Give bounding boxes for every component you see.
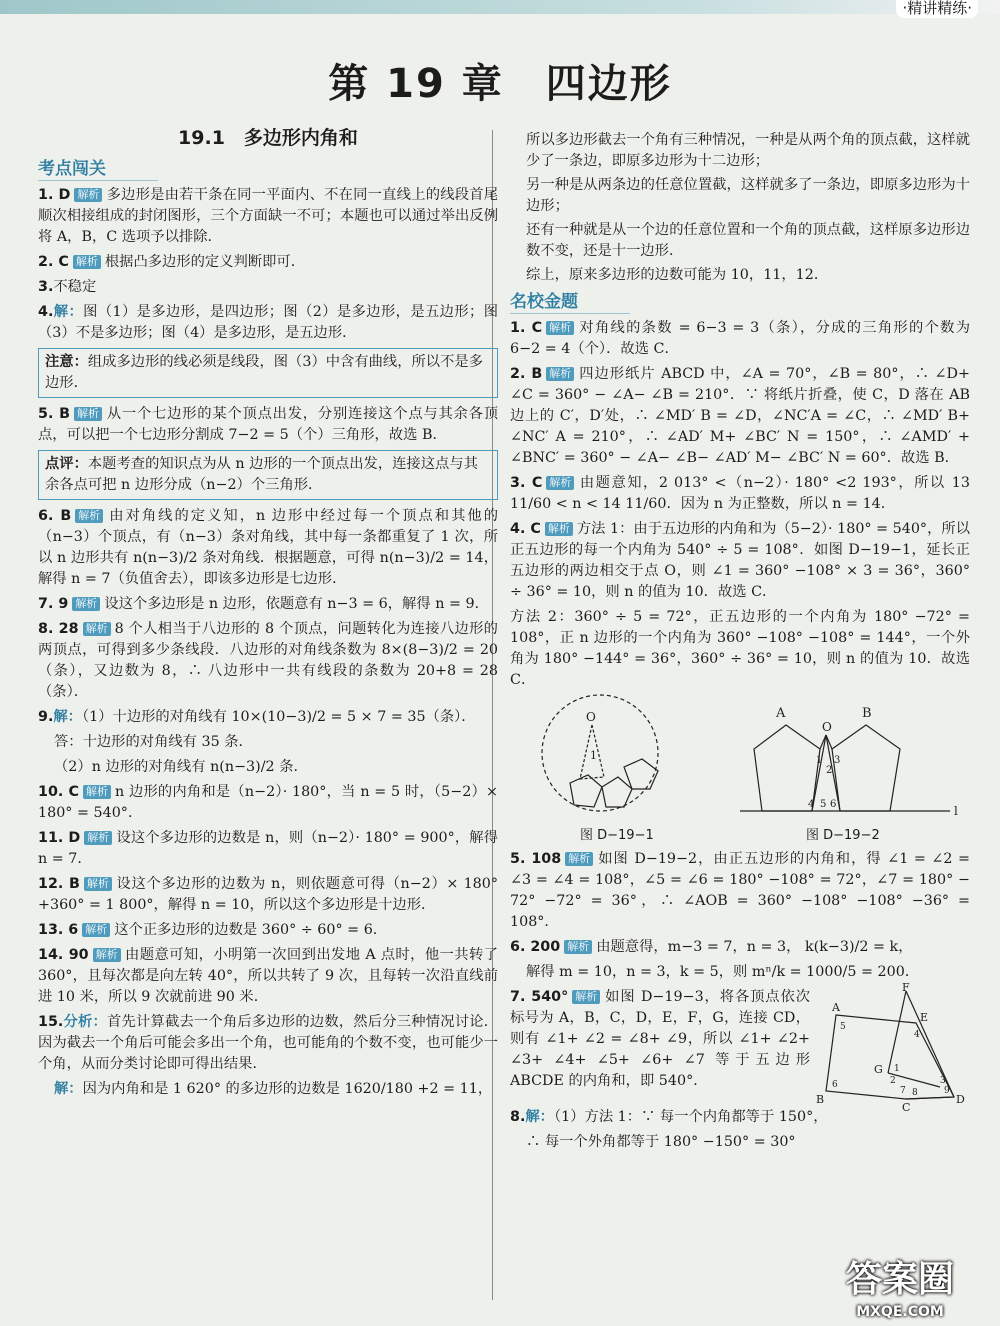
answer-r8 (510, 1107, 970, 1128)
answer-text: = 14，解得 n = 7（负值舍去），即该多边形是七边形． (38, 550, 499, 587)
answer-5 (38, 404, 498, 446)
answer-text: 如图 D−19−2，由正五边形的内角和，得 ∠1 = ∠2 = ∠3 = ∠4 = 108°，∠5 = ∠6 = 180° −108° = 72°，∠7 = 180° − 72° −72° = 36°，∴ ∠AOB = 360° −108° −108° −36° = 108°． (510, 851, 971, 930)
answer-r8-line2: ∴ 每一个外角都等于 180° −150° = 30° (526, 1134, 796, 1150)
answer-1 (38, 185, 498, 248)
answer-11 (38, 828, 498, 870)
header-tag: ·精讲精练· (896, 0, 978, 18)
label-2: 2 (826, 765, 833, 776)
pentagon-3 (624, 759, 658, 789)
label-n7: 7 (900, 1086, 906, 1096)
continuation-1: 所以多边形截去一个角有三种情况，一种是从两个角的顶点截，这样就少了一条边，即原多边形为十二边形； (526, 132, 970, 169)
answer-text: 条． (279, 759, 308, 775)
label-O: O (586, 710, 596, 724)
answer-13 (38, 920, 498, 941)
answer-r6 (510, 937, 970, 958)
answer-text: 从一个七边形的某个顶点出发，分别连接这个点与其余各顶点，可以把一个七边形分割成 7−2 = 5（个）三角形，故选 B． (38, 406, 499, 443)
label-n3: 3 (940, 1076, 946, 1086)
figure-d-19-3 (816, 981, 966, 1114)
analysis-badge: 解析 (74, 407, 102, 421)
answer-14 (38, 945, 498, 1008)
line-GD (888, 1073, 940, 1087)
answer-number: 2. C (38, 254, 69, 270)
answer-number: 9. (38, 709, 54, 725)
answer-number: 3. C (510, 475, 543, 491)
answer-r7-block (510, 981, 970, 1114)
solution-label: 解： (53, 304, 84, 320)
label-n5: 5 (840, 1022, 846, 1032)
answer-8 (38, 619, 498, 703)
note-box (38, 348, 498, 398)
analysis-badge: 解析 (82, 923, 110, 937)
fraction: 10×(10−3)/2 (231, 709, 326, 725)
continuation-4: 综上，原来多边形的边数可能为 10，11，12． (526, 267, 829, 283)
analysis-badge: 解析 (572, 990, 600, 1004)
answer-6 (38, 506, 498, 590)
answer-number: 8. 28 (38, 621, 79, 637)
watermark-url: MXQE.COM (856, 1304, 944, 1320)
analysis-badge: 解析 (545, 522, 573, 536)
answer-number: 15. (38, 1014, 64, 1030)
answer-text: 13 11/60 < n < 14 11/60．因为 n 为正整数，所以 n = 14． (510, 475, 970, 512)
note-label: 注意： (45, 354, 88, 370)
analysis-badge: 解析 (73, 255, 101, 269)
answer-number: 12. B (38, 876, 80, 892)
label-A: A (776, 706, 786, 721)
answer-r2 (510, 364, 970, 469)
answer-text: 设这个多边形的边数是 n，则（n−2）· 180° = 900°，解得 n = 7． (38, 830, 499, 867)
label-G: G (874, 1063, 883, 1076)
answer-text: （2）n 边形的对角线有 (54, 759, 206, 775)
label-4: 4 (808, 799, 815, 810)
analysis-badge: 解析 (565, 852, 593, 866)
answer-text: = 5 × 7 = 35（条）． (330, 709, 476, 725)
analysis-badge: 解析 (564, 940, 592, 954)
answer-r6-line2: 解得 m = 10，n = 3，k = 5，则 mⁿ/k = 1000/5 = 200． (526, 964, 920, 980)
label-1: 1 (816, 755, 823, 766)
figure-caption-1: 图 D−19−1 (580, 828, 654, 843)
label-6: 6 (830, 799, 837, 810)
analysis-badge: 解析 (72, 597, 100, 611)
answer-text: （1）方法 1：∵ 每一个内角都等于 150°， (553, 1109, 828, 1125)
answer-9-line3 (38, 757, 498, 778)
answer-text: 对角线的条数 = 6−3 = 3（条），分成的三角形的个数为 6−2 = 4（个）．故选 C． (510, 320, 970, 357)
fraction: 8×(8−3)/2 (381, 642, 458, 658)
fraction: k(k−3)/2 (805, 939, 869, 955)
answer-text: 8 个人相当于八边形的 8 个顶点，问题转化为连接八边形的两顶点，可得到多少条线段．八边形的对角线条数为 (38, 621, 498, 658)
analysis-badge: 解析 (83, 785, 111, 799)
answer-text: = 20（条），又边数为 8，∴ 八边形中一共有线段的条数为 20+8 = 28（条）． (38, 642, 499, 700)
pentagon-B (832, 725, 900, 811)
analysis-badge: 解析 (93, 948, 121, 962)
analysis-badge: 解析 (75, 509, 103, 523)
answer-number: 4. (38, 304, 54, 320)
answer-r1 (510, 318, 970, 360)
label-n4: 4 (914, 1030, 920, 1040)
answer-9 (38, 707, 498, 728)
watermark-logo (800, 1256, 1000, 1326)
continuation-2: 另一种是从两条边的任意位置截，这样就多了一条边，即原多边形为十边形； (526, 177, 970, 214)
figure-caption-2: 图 D−19−2 (806, 828, 880, 843)
answer-number: 7. 9 (38, 596, 69, 612)
fraction: n(n−3)/2 (379, 550, 445, 566)
answer-text: 设这个多边形是 n 边形，依题意有 n−3 = 6，解得 n = 9． (104, 596, 489, 612)
figures-row (510, 695, 970, 845)
figure-d-19-1 (542, 695, 658, 811)
answer-text: 四边形纸片 ABCD 中，∠A = 70°，∠B = 80°，∴ ∠D+ ∠C = 360° − ∠A− ∠B = 210°．∵ 将纸片折叠，使 C，D 落在 AB 边上的 C′，D′处，∴ ∠MD′ B = ∠D，∠NC′A = ∠C，∴ ∠MD′ B+ ∠NC′ A = 210°，∴ ∠AD′ M+ ∠BC′ N = 150°，∴ ∠AMD′ + ∠BNC′ = 360° − ∠A− ∠B− ∠AD′ M− ∠BC′ N = 60°．故选 B． (510, 366, 970, 466)
answer-text: 方法 1：由于五边形的内角和为（5−2）· 180° = 540°，所以正五边形的每一个内角为 540° ÷ 5 = 108°．如图 D−19−1，延长正五边形的两边相交于点 O，则 ∠1 = 360° −108° × 3 = 36°，360° ÷ 36° = 10，则 n 的值为 10．故选 C． (510, 521, 970, 600)
figure-diagrams (510, 695, 970, 823)
analysis-badge: 解析 (546, 476, 574, 490)
line-FG (888, 991, 906, 1073)
answer-r3 (510, 473, 970, 515)
label-l: l (954, 804, 958, 818)
section-title: 19.1 多边形内角和 (178, 127, 358, 149)
label-5: 5 (820, 799, 827, 810)
answer-number: 6. B (38, 508, 72, 524)
answer-number: 2. B (510, 366, 543, 382)
answer-number: 13. 6 (38, 922, 79, 938)
answer-number: 1. D (38, 187, 71, 203)
fraction: n(n−3)/2 (133, 550, 198, 566)
page-header-bar (0, 0, 1000, 17)
answer-number: 3. (38, 279, 54, 295)
answer-text: = k， (873, 939, 913, 955)
answer-number: 5. B (38, 406, 71, 422)
left-column (38, 128, 498, 1104)
answer-3 (38, 277, 498, 298)
answer-number: 7. 540° (510, 989, 569, 1005)
answer-4 (38, 302, 498, 344)
answer-text: 如图 D−19−3，将各顶点依次标号为 A，B，C，D，E，F，G，连接 CD，则有 ∠1+ ∠2 = ∠8+ ∠9，所以 ∠1+ ∠2+ ∠3+ ∠4+ ∠5+ ∠6+ ∠7 等于五边形 ABCDE 的内角和，即 540°． (510, 989, 810, 1089)
answer-number: 11. D (38, 830, 81, 846)
continuation-3: 还有一种就是从一个边的任意位置和一个角的顶点截，这样原多边形边数不变，还是十一边形． (526, 222, 970, 259)
answer-9-line2: 答：十边形的对角线有 35 条． (54, 734, 253, 750)
answer-r7 (510, 987, 810, 1103)
label-A3: A (832, 1001, 840, 1014)
section-heading-mingxiao: 名校金题 (510, 292, 630, 314)
answer-number: 5. 108 (510, 851, 562, 867)
answer-12 (38, 874, 498, 916)
solution-label: 解： (525, 1109, 554, 1125)
answer-15-solution (38, 1079, 498, 1100)
answer-r4 (510, 519, 970, 603)
label-n8: 8 (912, 1088, 918, 1098)
pentagon-2 (602, 777, 632, 807)
fraction: 1620/180 (344, 1081, 413, 1097)
analysis-badge: 解析 (84, 877, 112, 891)
watermark-text: 答案圈 (845, 1259, 954, 1300)
analysis-badge: 解析 (83, 622, 111, 636)
answer-2 (38, 252, 498, 273)
answer-text: 由题意可知，小明第一次回到出发地 A 点时，他一共转了 360°，且每次都是向左转 40°，所以共转了 9 次，且每转一次沿直线前进 10 米，所以 9 次就前进 90 米． (38, 947, 498, 1005)
label-B3: B (816, 1093, 825, 1106)
answer-text: 由题意得，m−3 = 7，n = 3， (596, 939, 801, 955)
label-n6: 6 (832, 1080, 838, 1090)
answer-text: （1）十边形的对角线有 (81, 709, 227, 725)
answer-text: 首先计算截去一个角后多边形的边数，然后分三种情况讨论．因为截去一个角后可能会多出一个角，也可能角的个数不变，也可能少一个角，从而分类讨论即可得出结果． (38, 1014, 499, 1072)
answer-text: 条对角线．根据题意，可得 (202, 550, 375, 566)
answer-number: 1. C (510, 320, 543, 336)
fraction: n(n−3)/2 (210, 759, 275, 775)
answer-number: 8. (510, 1109, 526, 1125)
figure-d-19-2 (740, 706, 958, 818)
solution-label: 解： (54, 1081, 83, 1097)
answer-text: 因为内角和是 1 620° 的多边形的边数是 (82, 1081, 340, 1097)
answer-number: 6. 200 (510, 939, 561, 955)
note-text: 组成多边形的线必须是线段，图（3）中含有曲线，所以不是多边形． (45, 354, 483, 391)
answer-r5 (510, 849, 970, 933)
answer-number: 10. C (38, 784, 79, 800)
analysis-badge: 解析 (546, 367, 574, 381)
answer-number: 14. 90 (38, 947, 89, 963)
answer-text: 由题意知，2 013° <（n−2）· 180° <2 193°，所以 (578, 475, 946, 491)
answer-text: 由对角线的定义知，n 边形中经过每一个顶点和其他的（n−3）个顶点，有（n−3）条对角线，其中每一条都重复了 1 次，所以 n 边形共有 (38, 508, 498, 566)
label-angle-1: 1 (590, 749, 597, 762)
label-3: 3 (834, 755, 841, 766)
solution-label: 解： (53, 709, 82, 725)
label-C: C (902, 1101, 911, 1114)
label-B: B (862, 706, 872, 721)
analysis-badge: 解析 (74, 188, 102, 202)
answer-7 (38, 594, 498, 615)
label-E: E (920, 1011, 929, 1024)
answer-text: 图（1）是多边形，是四边形；图（2）是多边形，是五边形；图（3）不是多边形；图（4）是多边形，是五边形． (38, 304, 499, 341)
analysis-badge: 解析 (546, 321, 574, 335)
comment-box (38, 450, 498, 500)
chapter-title: 第 19 章 四边形 (328, 61, 672, 107)
analysis-badge: 解析 (84, 831, 112, 845)
section-heading-kaodian: 考点闯关 (38, 159, 158, 181)
analysis-label: 分析： (63, 1014, 107, 1030)
answer-r4-method2: 方法 2：360° ÷ 5 = 72°，正五边形的一个内角为 180° −72° = 108°，正 n 边形的一个内角为 360° −108° −108° = 144°，一个外角为 180° −144° = 36°，360° ÷ 36° = 10，则 n 的值为 10．故选 C． (510, 609, 970, 688)
right-column (510, 130, 970, 1157)
comment-text: 本题考查的知识点为从 n 边形的一个顶点出发，连接这点与其余各点可把 n 边形分成（n−2）个三角形． (45, 456, 478, 493)
comment-label: 点评： (45, 456, 88, 472)
label-n1: 1 (894, 1064, 900, 1074)
answer-text: 不稳定 (53, 279, 97, 295)
line-FD (906, 991, 954, 1097)
label-n9: 9 (944, 1086, 950, 1096)
label-O2: O (822, 720, 832, 734)
pentagon-1 (570, 775, 602, 807)
answer-text: 这个正多边形的边数是 360° ÷ 60° = 6． (114, 922, 388, 938)
label-n2: 2 (890, 1076, 896, 1086)
label-D: D (956, 1093, 965, 1106)
answer-text: +2 = 11， (417, 1081, 493, 1097)
answer-text: 多边形是由若干条在同一平面内、不在同一直线上的线段首尾顺次相接组成的封闭图形，三个方面缺一不可；本题也可以通过举出反例将 A，B，C 选项予以排除． (38, 187, 498, 245)
answer-10 (38, 782, 498, 824)
answer-text: 根据凸多边形的定义判断即可． (104, 254, 306, 270)
label-F: F (902, 981, 910, 994)
answer-number: 4. C (510, 521, 541, 537)
answer-15 (38, 1012, 498, 1075)
answer-text: 设这个多边形的边数为 n，则依题意可得（n−2）× 180°+360° = 1 800°，解得 n = 10，所以这个多边形是十边形． (38, 876, 499, 913)
answer-text: n 边形的内角和是（n−2）· 180°，当 n = 5 时，（5−2）× 180° = 540°． (38, 784, 499, 821)
